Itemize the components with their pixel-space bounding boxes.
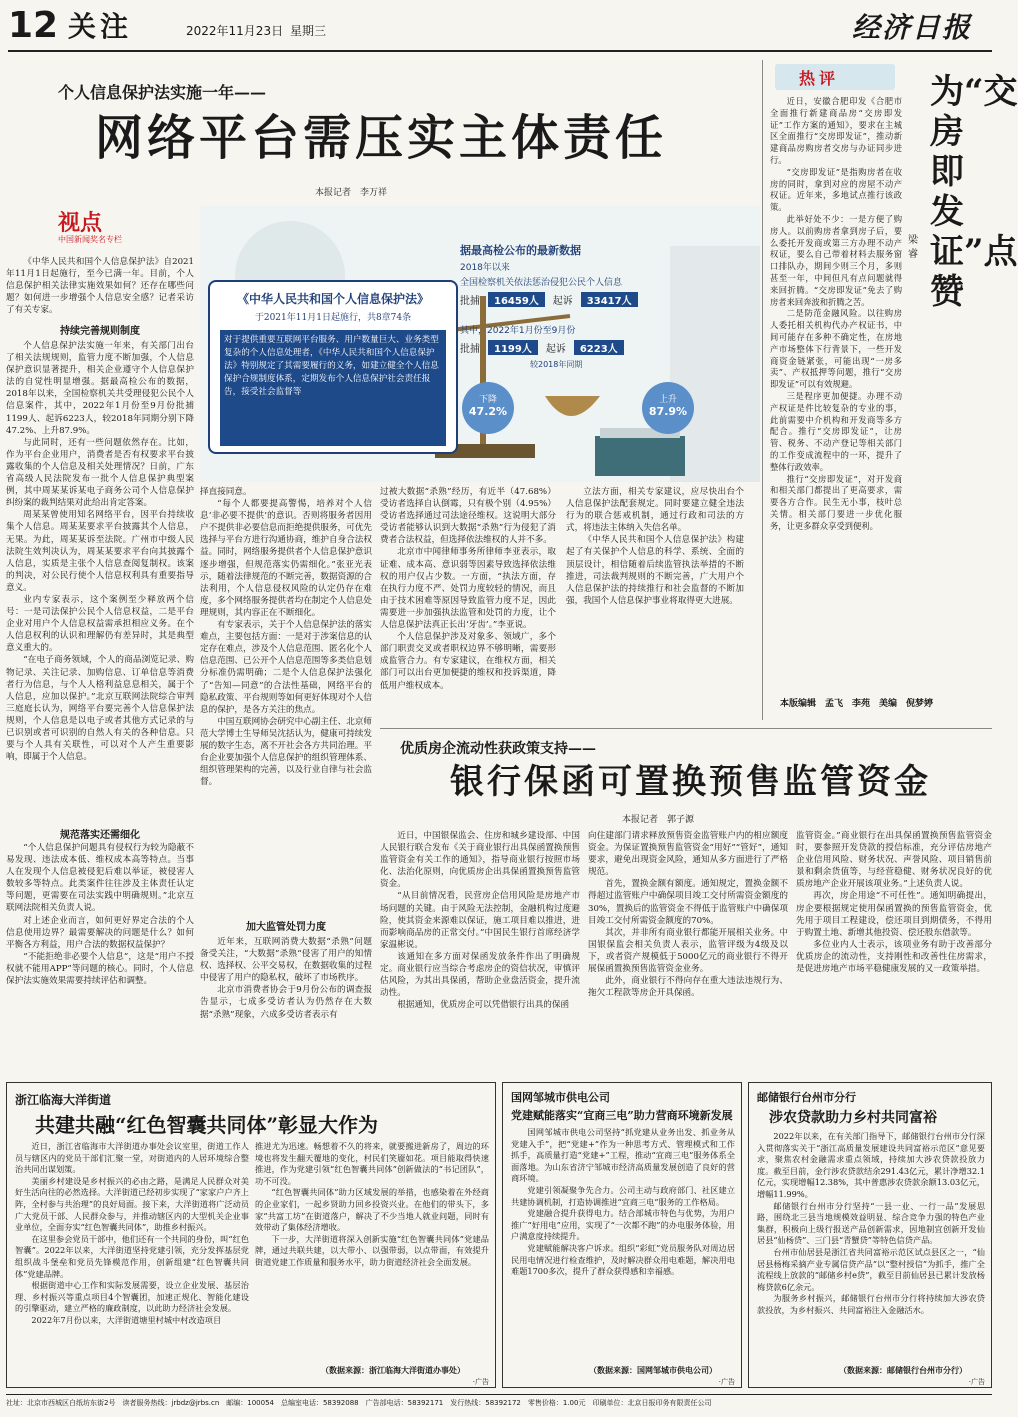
lead-title: 网络平台需压实主体责任: [95, 110, 668, 166]
paragraph: “从目前情况看，民营房企信用风险是房地产市场问题的关键。由于风险无法控制，金融机构过度避险，使其资金来源难以保证，施工项目难以推进，进而影响商品房的正常交付。”中国民生银行首席经济学家温彬说。: [380, 891, 580, 950]
paragraph: 二是防范金融风险。以往购房人委托相关机构代办产权证书，中间可能存在多种不确定性，在房地产市场整体下行背景下，一些开发商资金链紧张，可能出现“一房多卖”、产权抵押等问题，推行“交房即发证”可以有效规避。: [770, 308, 902, 390]
law-panel: [208, 280, 458, 454]
paragraph: 其次，并非所有商业银行都能开展相关业务。中国银保监会相关负责人表示，监管评级为4级及以下，或者资产规模低于5000亿元的商业银行不得开展保函置换预售监管资金业务。: [588, 927, 788, 975]
arrest-value: 16459人: [488, 292, 545, 307]
stats-row-period: [460, 340, 710, 355]
paragraph: 台州市仙居县是浙江省共同富裕示范区试点县区之一，“仙居县杨梅采摘产业专属信贷产品”以“整村授信”为抓手，推广全流程线上放款的“邮储乡村e贷”，截至目前仙居县已累计发放杨梅贷款6亿余元。: [757, 1246, 985, 1292]
law-subtitle: 于2021年11月1日起施行，共8章74条: [254, 313, 412, 323]
ad-body-left: [15, 1141, 249, 1381]
editor-line: 本版编辑 孟飞 李苑 美编 倪梦婷: [780, 699, 934, 709]
paragraph: 为服务乡村振兴，邮储银行台州市分行将持续加大涉农贷款投放，为乡村振兴、共同富裕注入金融活水。: [757, 1293, 985, 1315]
ad-title: 共建共融“红色智囊共同体”彰显大作为: [35, 1113, 379, 1137]
paragraph: “在电子商务领域，个人的商品浏览记录、购物记录、关注记录、加购信息、订单信息等消费者行为信息，与个人人格利益息息相关，属于个人信息，应加以保护。”北京互联网法院综合审判三庭庭长认为，网络平台要完善个人信息保护法规则，个人信息是以电子或者其他方式记录的与已识别或者可识别的自然人有关的各种信息。只要与个人具有关联性，可以对个人产生重要影响，即属于个人信息。: [6, 655, 194, 763]
footer-info: 社址：北京市西城区白纸坊东街2号 读者服务热线：jrbdz@jrbs.cn 邮编：100054 总编室电话：58392088 广告部电话：58392171 发行热线：58392172 零售价格：1.00元 印刷单位：北京日报印务有限责任公司: [6, 1399, 712, 1407]
arrest2-label: 批捕: [460, 344, 480, 355]
up-label: 上升: [658, 395, 677, 405]
charge2-label: 起诉: [545, 344, 566, 355]
stats-title-2: 2018年以来: [460, 263, 510, 273]
paragraph: 近日，安徽合肥印发《合肥市全面推行新建商品房“交房即发证”工作方案的通知》，要求在主城区全面推行“交房即发证”，推动新建商品房购房者交房与办证同步进行。: [770, 96, 902, 165]
stats-title-3: 全国检察机关依法惩治侵犯公民个人信息: [460, 278, 623, 288]
paragraph: “个人信息保护问题具有侵权行为较为隐蔽不易发现、违法成本低、维权成本高等特点。当事人在发现个人信息被侵犯后难以举证，被侵害人数较多等特点。此类案件往往涉及主体责任认定等问题，更需要在司法实践中明确规则。”北京互联网法院相关负责人说。: [6, 843, 194, 914]
paragraph: 与此同时，还有一些问题依然存在。比如，作为平台企业用户，消费者是否有权要求平台披露收集的个人信息及相关处理情况？日前，广东省高级人民法院发布一批个人信息保护典型案例，其中周某某诉某电子商务公司个人信息保护纠纷案的裁判结果对此给出肯定答案。: [6, 437, 194, 509]
law-body: 对于提供重要互联网平台服务、用户数量巨大、业务类型复杂的个人信息处理者，《中华人民共和国个人信息保护法》特别规定了其需要履行的义务，如建立健全个人信息保护合规制度体系，定期发布个人信息保护社会责任报告，接受社会监督等: [220, 330, 446, 446]
paragraph: 中国互联网协会研究中心副主任、北京师范大学博士生导师吴沈括认为，健康可持续发展的数字生态，离不开社会各方共同治理。平台企业要加强个人信息保护的组织管理体系、组织管理架构的完善，以及行业自律与社会监督。: [200, 716, 372, 788]
paragraph: 近日，中国银保监会、住房和城乡建设部、中国人民银行联合发布《关于商业银行出具保函置换预售监管资金有关工作的通知》，指导商业银行按照市场化、法治化原则，向优质房企出具保函置换预售监管资金。: [380, 831, 580, 890]
paragraph: 周某某曾使用知名网络平台，因平台持续收集个人信息。周某某要求平台披露其个人信息，无果。为此，周某某诉至法院。广州市中级人民法院生效判决认为，周某某要求平台向其披露个人信息，实质是主张个人信息查阅复制权。该案的判决，对公民行使个人信息权利具有重要指导意义。: [6, 510, 194, 593]
paragraph: “每个人都要提高警惕，培养对个人信息‘非必要不提供’的意识。否则将服务者因用户不提供非必要信息而拒绝提供服务，可优先选择与平台方进行沟通协商，维护自身合法权益。同时，网络服务提供者个人信息保护意识逐步增强，但规范落实仍需细化。”张亚光表示，随着法律规范的不断完善，数据资源的合法利用，个人信息侵权风险的认定仍存在难度，多个网络服务提供者均在制定个人信息处理规则，其内容正在不断细化。: [200, 499, 372, 618]
ad-region: 国网邹城市供电公司: [511, 1091, 610, 1104]
paragraph: 有专家表示，关于个人信息保护法的落实难点，主要包括方面：一是对于涉案信息的认定存在难点，涉及个人信息范围、匿名化个人信息范围、已公开个人信息范围等多类信息划分标准仍需明确；二是个人信息保护法强化了“告知—同意”的合法性基础，网络平台的隐私政策、平台规则等如何更好体现对个人信息的保护，是各方关注的焦点。: [200, 620, 372, 715]
ad-mark: ·广告: [718, 1378, 735, 1386]
ad-mark: ·广告: [472, 1378, 489, 1386]
paragraph: 监管资金。”商业银行在出具保函置换预售监管资金时，要参照开发贷款的授信标准，充分评估房地产企业信用风险、财务状况、声誉风险、项目销售前景和剩余货值等，与经营稳健、财务状况良好的优质房地产企业开展该项业务。”上述负责人说。: [796, 831, 992, 890]
paragraph: 个人信息保护涉及对象多、领域广，多个部门职责交叉或者职权边界不够明晰，需要形成监管合力。有专家建议，在维权方面，相关部门可以出台更加便捷的维权和投诉渠道，降低用户维权成本。: [380, 632, 556, 691]
lead-col1b: [6, 842, 194, 1070]
issue-weekday: 星期三: [290, 24, 327, 38]
paragraph: 党建引领凝聚争先合力。公司主动与政府部门、社区建立共建协调机制，打造协调推进“宜商三电”服务的工作格局。: [511, 1184, 735, 1207]
issue-date: 2022年11月23日: [186, 24, 284, 38]
compare-label: 较2018年同期: [530, 360, 583, 369]
commentary-body: [770, 96, 902, 696]
paragraph: 北京市消费者协会于9月份公布的调查报告显示，七成多受访者认为仍然存在大数据“杀熟”现象，六成多受访者表示有: [200, 985, 372, 1020]
ad-title: 党建赋能落实“宜商三电”助力营商环境新发展: [511, 1109, 733, 1122]
paragraph: 立法方面，相关专家建议，应尽快出台个人信息保护法配套规定。同时要建立健全违法行为的联合惩戒机制，通过行政和司法的方式，将违法主体纳入失信名单。: [566, 487, 744, 534]
lead-byline: 本报记者 李万祥: [315, 188, 388, 198]
paragraph: 近年来，互联网消费大数据“杀熟”问题备受关注，“大数据”杀熟“侵害了用户的知情权、选择权、公平交易权，在数据收集的过程中侵害了用户的隐私权，破坏了市场秩序。: [200, 937, 372, 984]
commentary-tag-label: 热评: [799, 69, 840, 88]
paragraph: 北京市中闻律师事务所律师李亚表示，取证难、成本高、意识弱等因素导致选择依法维权的用户仅占少数。一方面，“执法方面，存在执行力度不严、处罚力度较轻的情况，而且由于技术困难等原因导致监管力度不足，因此需要进一步加强执法监管和处罚的力度，让个人信息保护法真正长出‘牙齿’。”李亚说。: [380, 547, 556, 631]
paragraph: 下一步，大洋街道将深入创新实施“红色智囊共同体”党建品牌，通过共联共建，以大带小、以强带弱，以点带面，有效提升街道党建工作质量和服务水平，助力街道经济社会全面发展。: [255, 1233, 489, 1267]
footer-rule: [6, 1394, 992, 1395]
paragraph: 党建融合提升获得电力。结合部城市特色与优势，为用户推广“好用电”应用，实现了“一次都不跑”的办电服务体验，用户满意度持续提升。: [511, 1208, 735, 1242]
stats-row-total: [460, 292, 710, 307]
lead-col2b: [200, 936, 372, 1070]
second-byline: 本报记者 郭子源: [622, 815, 695, 825]
paragraph: 推行“交房即发证”，对开发商和相关部门都提出了更高要求，需要各方合作。民生无小事，枝叶总关情。相关部门要进一步优化服务，让更多群众享受到便利。: [770, 473, 902, 531]
down-badge: [462, 382, 514, 434]
arrest-label: 批捕: [460, 296, 480, 307]
second-col1: [380, 830, 580, 1070]
law-title: 《中华人民共和国个人信息保护法》: [236, 292, 429, 306]
lead-col2: [200, 486, 372, 866]
ad-body: [757, 1131, 985, 1363]
second-col3: [796, 830, 992, 1070]
commentary-author: 梁睿: [908, 235, 918, 260]
header-rule: [8, 50, 992, 52]
lead-intro: [6, 256, 194, 316]
paragraph: 推进尤为迅速。畅想着不久的将来，就要搬进新房了，周边的环境也将发生翻天覆地的变化，村民们笑靥如花。项目能取得快速推进，作为党建引领“红色智囊共同体”创新做法的“书记团队”，功不可没。: [255, 1141, 489, 1186]
ad-box-zoucheng: [502, 1082, 742, 1388]
section-name: 关注: [68, 10, 133, 43]
lead-subhead-2: 规范落实还需细化: [60, 830, 140, 841]
period-label: 其中，2022年1月份至9月份: [460, 326, 576, 336]
column-subtitle: 中国新闻奖名专栏: [58, 235, 122, 244]
lead-col1a: [6, 340, 194, 818]
paragraph: “不能拒绝非必要个人信息”，这是“用户不授权就不能用APP”等问题的核心。同时，个人信息保护法实施效果需要持续评估和调整。: [6, 951, 194, 987]
second-divider: [380, 728, 992, 729]
paragraph: 对上述企业而言，如何更好界定合法的个人信息使用边界？最需要解决的问题是什么？如何平衡各方利益，用户合法的数据权益保护？: [6, 915, 194, 950]
intro-paragraph: 《中华人民共和国个人信息保护法》自2021年11月1日起施行，至今已满一年。目前，个人信息保护相关法律实施效果如何？还存在哪些问题？如何进一步增强个人信息安全感？记者采访了有关专家。: [6, 257, 194, 316]
ad-region: 浙江临海大洋街道: [15, 1093, 112, 1107]
ad-signoff: （数据来源：国网邹城市供电公司）: [589, 1365, 717, 1375]
lead-col4: [566, 486, 744, 726]
up-badge: [642, 382, 694, 434]
ad-title: 涉农贷款助力乡村共同富裕: [769, 1110, 937, 1126]
charge-label: 起诉: [552, 296, 573, 307]
paragraph: 国网邹城市供电公司坚持“抓党建从业务出发、抓业务从党建入手”，把“党建+”作为一种思考方式、管理模式和工作抓手，高质量打造“党建+”工程，推动“宜商三电”服务体系全面落地。为山东省济宁邹城市经济高质量发展创造了良好的营商环境。: [511, 1127, 735, 1184]
down-label: 下降: [478, 395, 497, 405]
paragraph: “红色智囊共同体”助力区域发展的举措，也感染着在外经商的企业家们，一起乡贤助力回乡投资兴业。在他们的带头下，多家“共富工坊”在街道落户，解决了不少当地人就业问题，同时有效带动了集体经济增收。: [255, 1187, 489, 1233]
paragraph: 个人信息保护法实施一年来，有关部门出台了相关法规规则，监管力度不断加强，个人信息保护意识显著提升，相关企业遵守个人信息保护法的自觉性明显增强。据最高检公布的数据，2018年以来，全国检察机关共受理侵犯公民个人信息案件，其中，2022年1月份至9月份批捕1199人、起诉6223人，较2018年同期分别下降47.2%、上升87.9%。: [6, 341, 194, 436]
paragraph: 业内专家表示，这个案例至少释放两个信号：一是司法保护公民个人信息权益，二是平台企业对用户个人信息权益需承担相应义务。在个人信息权利的认识和理解仍有差异时，其是典型意义重大的。: [6, 594, 194, 654]
ad-mark: ·广告: [968, 1378, 985, 1386]
ad-signoff: （数据来源：邮储银行台州市分行）: [839, 1365, 967, 1375]
paragraph: 根据街道中心工作和实际发展需要，设立企业发展、基层治理、乡村振兴等重点项目4个智囊团，加速正规化、智能化建设的引擎驱动，建立严格的廉政制度，以此助力经济社会发展。: [15, 1280, 249, 1314]
second-title: 银行保函可置换预售监管资金: [450, 762, 931, 802]
ad-body: [511, 1127, 735, 1363]
second-kicker: 优质房企流动性获政策支持——: [400, 741, 596, 757]
newspaper-logo: 经济日报: [851, 11, 972, 44]
paragraph: 邮储银行台州市分行坚持“一县一业、一行一品”发展思路，围绕北三县当地规模效益明显、综合竞争力强的特色产业集群，积极向上级行报送产品创新需求，因地制宜创新开发仙居县“仙杨贷”、三门县“青蟹贷”等特色信贷产品。: [757, 1200, 985, 1246]
up-value: 87.9%: [648, 405, 688, 418]
paragraph: 美丽乡村建设是乡村振兴的必由之路，是满足人民群众对美好生活向往的必然选择。大洋街道已经初步实现了“家家户户齐上阵，全村参与共治理”的良好局面。接下来，大洋街道将广泛动员广大党员干部、人民群众参与，并推动辖区内的大型机关企业事业单位，全面夯实“红色智囊共同体”，助推乡村振兴。: [15, 1175, 249, 1233]
paragraph: 在这里参会党员干部中，他们还有一个共同的身份，叫“红色智囊”。2022年以来，大洋街道坚持党建引领，充分发挥基层党组织战斗堡垒和党员先锋模范作用，创新组建“红色智囊共同体”党建品牌。: [15, 1233, 249, 1279]
paragraph: 再次，房企用途“不可任性”。通知明确提出，房企要根据规定使用保函置换的预售监管资金，优先用于项目工程建设，偿还项目到期债务，不得用于购置土地、新增其他投资、偿还股东借款等。: [796, 891, 992, 938]
paragraph: 此外，商业银行不得向存在重大违法违规行为、拖欠工程款等房企开具保函。: [588, 976, 788, 999]
paragraph: 近日，浙江省临海市大洋街道办事处会议室里，街道工作人员与辖区内的党员干部们汇聚一堂，对街道内的人居环境综合整治共同出谋划策。: [15, 1141, 249, 1175]
ad-region: 邮储银行台州市分行: [757, 1091, 856, 1104]
commentary-divider: [762, 60, 763, 720]
ad-box-linhai: [6, 1082, 496, 1388]
stats-title-1: 据最高检公布的最新数据: [460, 244, 581, 257]
lead-subhead-3: 加大监管处罚力度: [246, 922, 326, 933]
commentary-title: 为“交房即发证”点赞: [930, 72, 1018, 312]
paragraph: 根据通知，优质房企可以凭借银行出具的保函: [397, 1000, 570, 1011]
arrest2-value: 1199人: [488, 340, 538, 355]
charge-value: 33417人: [581, 292, 638, 307]
lead-col3: [380, 486, 556, 726]
paragraph: 多位业内人士表示，该项业务有助于改善部分优质房企的流动性，支持刚性和改善性住房需求，是促进房地产市场平稳健康发展的又一政策举措。: [796, 939, 992, 975]
paragraph: 三是程序更加便捷。办理不动产权证是件比较复杂的专业的事，此前需要中介机构和开发商等多方配合。推行“交房即发证”，让房管、税务、不动产登记等相关部门的工作变成流程中的一环，提升了整体行政效率。: [770, 390, 902, 472]
paragraph: 2022年7月份以来，大洋街道塘里村城中村改造项目: [31, 1314, 222, 1325]
commentary-tag: [775, 64, 895, 90]
paragraph: 此举好处不少：一是方便了购房人。以前购房者拿到房子后，要么委托开发商或第三方办理不动产权证，要么自己带着材料去服务窗口排队办，期间少则三个月，多则甚至一年，中间但凡有点问题就得来回折腾。“交房即发证”免去了购房者来回奔波和折腾之苦。: [770, 213, 902, 307]
paragraph: 2022年以来，在有关部门指导下，邮储银行台州市分行深入贯彻落实关于“浙江高质量发展建设共同富裕示范区”意见要求，聚焦农村金融需求重点领域，持续加大涉农贷款投放力度。截至目前，金行涉农贷款结余291.43亿元，累计净增32.1亿元，实现增幅12.38%，其中普惠涉农贷款余额13.03亿元，增幅11.99%。: [757, 1131, 985, 1199]
second-col2: [588, 830, 788, 1070]
column-name: 视点: [58, 210, 103, 236]
lead-subhead-1: 持续完善规则制度: [60, 326, 140, 337]
paragraph: “交房即发证”是指购房者在收房的同时，拿到对应的房屋不动产权证。近年来，多地试点推行该政策。: [770, 166, 902, 213]
page-header: [8, 6, 992, 50]
paragraph: 择直接同意。: [200, 487, 252, 497]
ad-signoff: （数据来源：浙江临海大洋街道办事处）: [321, 1365, 465, 1375]
down-value: 47.2%: [468, 405, 508, 418]
paragraph: 过被大数据“杀熟”经历，有近半（47.68%）受访者选择自认倒霉，只有极个别（4.95%）受访者选择通过司法途径维权。这说明大部分受访者能够认识到大数据“杀熟”行为侵犯了消费者合法权益，但选择依法维权的人并不多。: [380, 487, 556, 546]
ad-body-right: [255, 1141, 489, 1361]
column-badge: [58, 206, 198, 246]
lead-kicker: 个人信息保护法实施一年——: [58, 83, 267, 102]
page-number: 12: [8, 5, 59, 46]
paragraph: 《中华人民共和国个人信息保护法》构建起了有关保护个人信息的科学、系统、全面的顶层设计，相信随着后续监管执法举措的不断推进，司法裁判规则的不断完善，广大用户个人信息保护法的持续推行和社会监督的不断加强，我国个人信息保护事业将取得更大进展。: [566, 535, 744, 606]
paragraph: 党建赋能解决客户诉求。组织“彩虹”党员服务队对周边居民用电情况进行检查维护，及时解决群众用电难题，解决用电难题1700多次，提升了群众获得感和幸福感。: [511, 1242, 735, 1277]
ad-box-taizhou: [748, 1082, 992, 1388]
paragraph: 向住建部门请求释放预售资金监管账户内的相应额度资金。为保证置换预售监管资金“用好”“管好”，通知要求，避免出现资金风险，通知从多方面进行了严格规范。: [588, 831, 788, 878]
infographic: [200, 206, 760, 482]
paragraph: 首先，置换金额有额度。通知规定，置换金额不得超过监管账户中确保项目竣工交付所需资金额度的30%，置换后的监管资金不得低于监管账户中确保项目竣工交付所需资金额度的70%。: [588, 879, 788, 926]
charge2-value: 6223人: [574, 340, 624, 355]
paragraph: 该通知在多方面对保函发放条件作出了明确规定。商业银行应当综合考虑房企的资信状况，审慎评估风险，为其出具保函，帮助企业盘活资金，提升流动性。: [380, 951, 580, 999]
